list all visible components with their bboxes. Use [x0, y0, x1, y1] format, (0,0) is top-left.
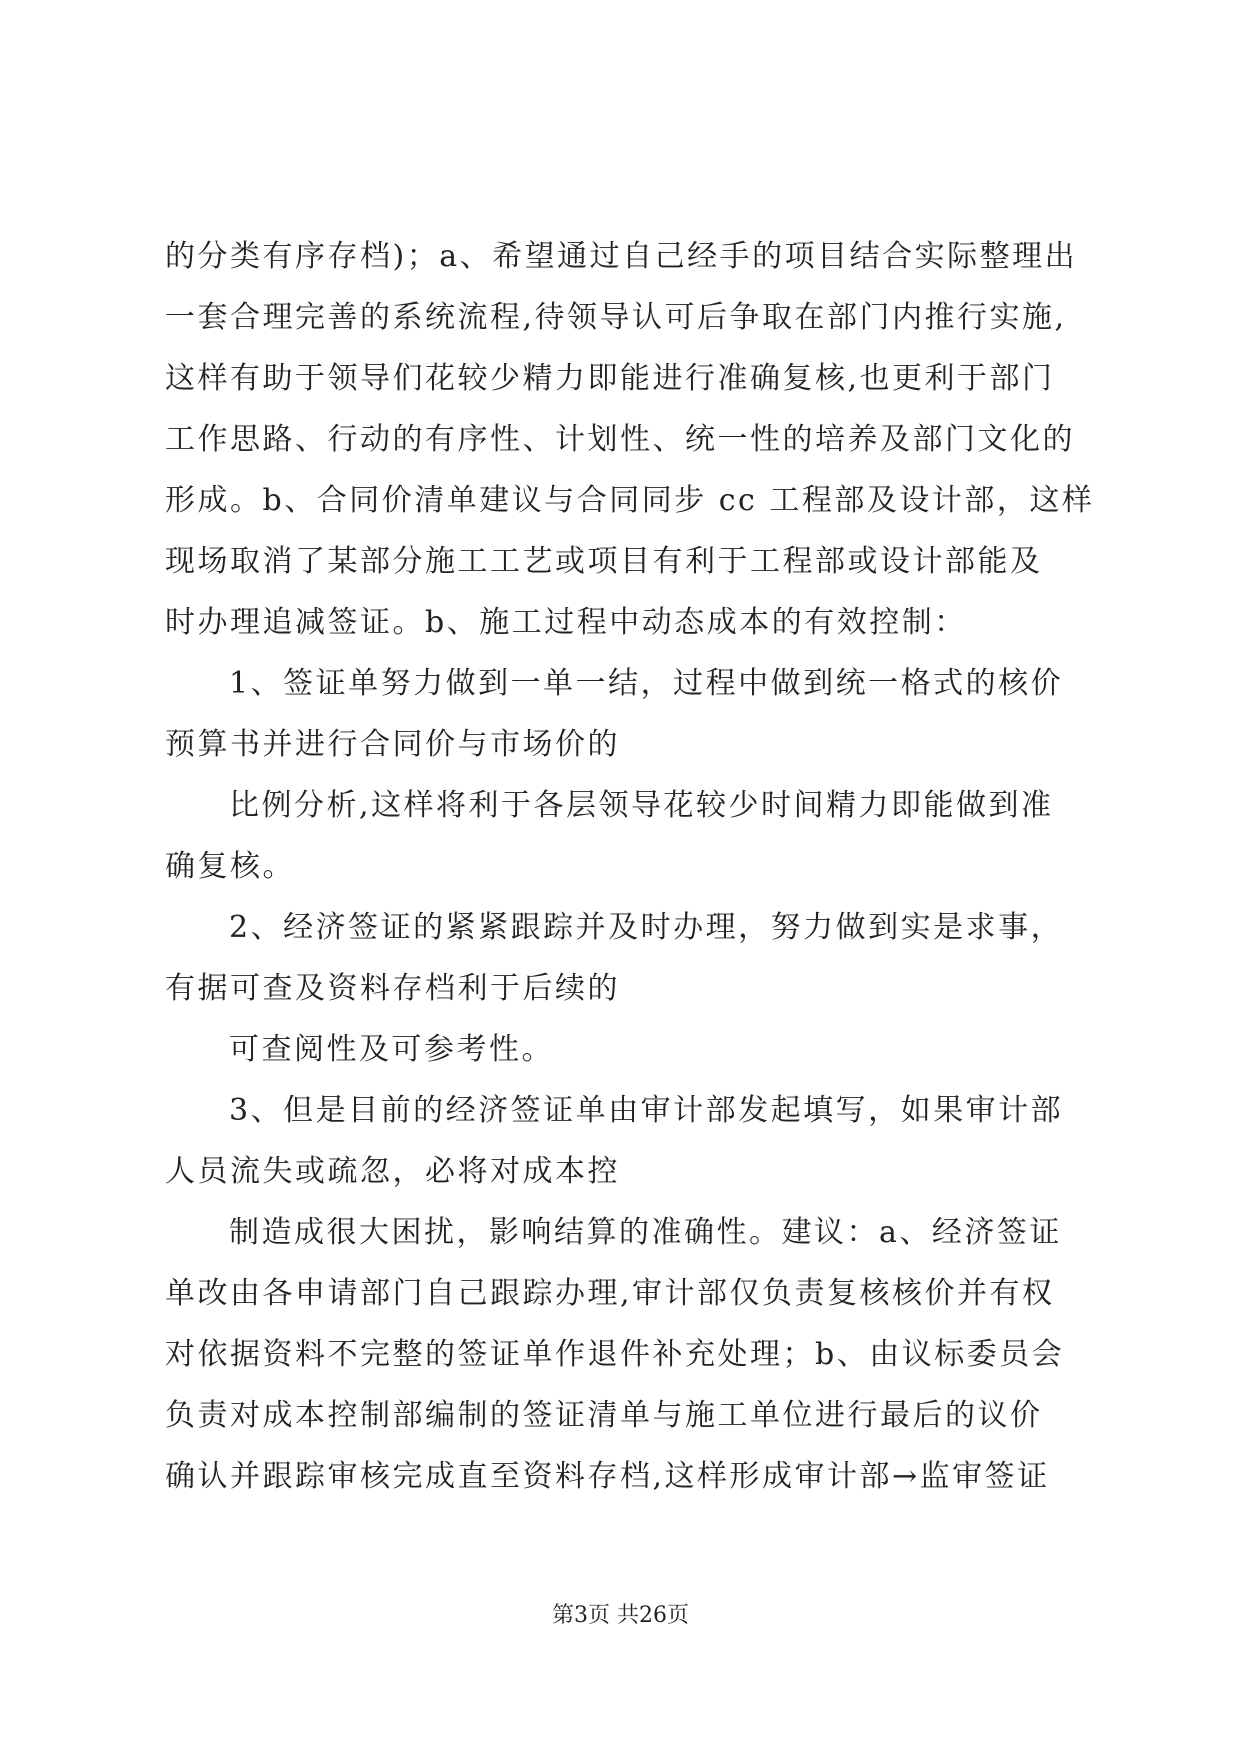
text-line: 人员流失或疏忽，必将对成本控 [165, 1154, 620, 1189]
text-line: 这样有助于领导们花较少精力即能进行准确复核,也更利于部门 [165, 361, 1055, 396]
text-line: 单改由各申请部门自己跟踪办理,审计部仅负责复核核价并有权 [165, 1276, 1055, 1311]
paragraph-first-line: 可查阅性及可参考性。 [229, 1032, 554, 1067]
text-line: 一套合理完善的系统流程,待领导认可后争取在部门内推行实施, [165, 300, 1067, 335]
text-line: 时办理追减签证。b、施工过程中动态成本的有效控制： [165, 605, 967, 640]
paragraph-first-line: 1、签证单努力做到一单一结，过程中做到统一格式的核价 [229, 666, 1064, 701]
body-text [165, 226, 1125, 1507]
text-line: 的分类有序存档)；a、希望通过自己经手的项目结合实际整理出 [165, 239, 1078, 274]
paragraph-first-line: 制造成很大困扰，影响结算的准确性。建议：a、经济签证 [229, 1215, 1062, 1250]
text-line: 预算书并进行合同价与市场价的 [165, 727, 620, 762]
text-line: 确复核。 [165, 849, 295, 884]
text-line: 有据可查及资料存档利于后续的 [165, 971, 620, 1006]
page-number-footer: 第3页 共26页 [552, 1603, 689, 1628]
text-line: 确认并跟踪审核完成直至资料存档,这样形成审计部→监审签证 [165, 1459, 1050, 1494]
paragraph-first-line: 比例分析,这样将利于各层领导花较少时间精力即能做到准 [229, 788, 1054, 823]
text-line: 现场取消了某部分施工工艺或项目有利于工程部或设计部能及 [165, 544, 1043, 579]
text-line: 对依据资料不完整的签证单作退件补充处理；b、由议标委员会 [165, 1337, 1065, 1372]
paragraph-first-line: 3、但是目前的经济签证单由审计部发起填写，如果审计部 [229, 1093, 1064, 1128]
text-line: 工作思路、行动的有序性、计划性、统一性的培养及部门文化的 [165, 422, 1075, 457]
text-line: 形成。b、合同价清单建议与合同同步 cc 工程部及设计部，这样 [165, 483, 1095, 518]
text-line: 负责对成本控制部编制的签证清单与施工单位进行最后的议价 [165, 1398, 1043, 1433]
paragraph-first-line: 2、经济签证的紧紧跟踪并及时办理，努力做到实是求事， [229, 910, 1064, 945]
